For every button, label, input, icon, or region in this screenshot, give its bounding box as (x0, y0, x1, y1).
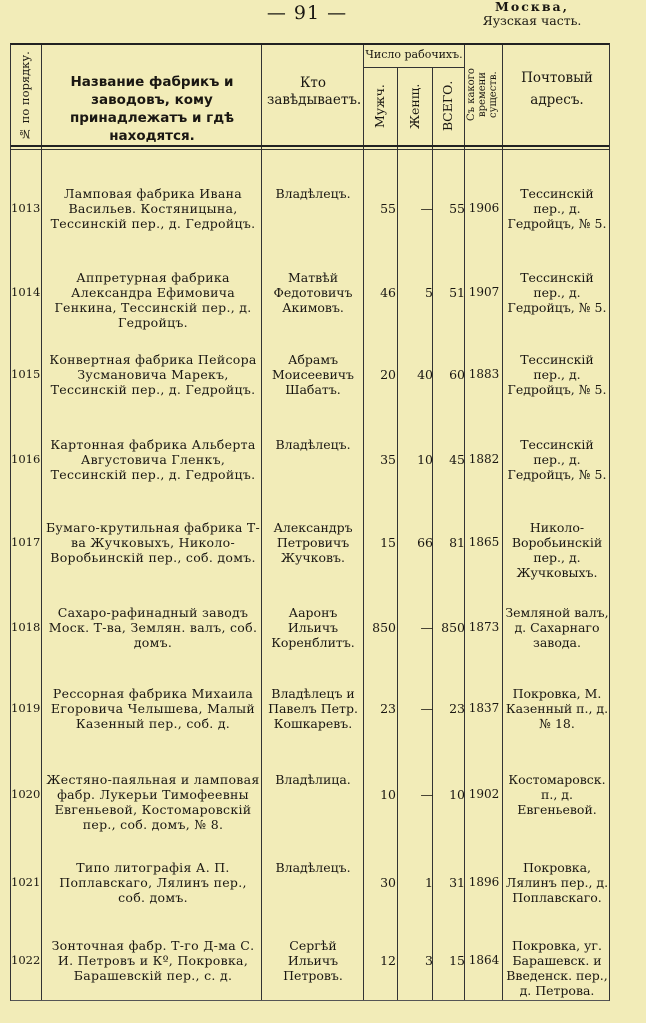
manager-name: Абрамъ Моисеевичъ Шабатъ. (271, 352, 355, 397)
men-count: 850 (372, 620, 396, 635)
manager-name: Владѣлецъ. (275, 860, 351, 875)
header-rule (11, 149, 609, 150)
factory-name: Зонточная фабр. Т-го Д-ма С. И. Петровъ и Кº, Покровка, Барашевскій пер., с. д. (51, 938, 255, 983)
total-count: 81 (449, 535, 465, 550)
total-count: 31 (449, 875, 465, 890)
manager-name: Матвѣй Федотовичъ Акимовъ. (273, 270, 353, 315)
column-rule (363, 45, 364, 1000)
postal-address: Земляной валъ, д. Сахарнаго завода. (505, 605, 609, 650)
postal-address: Покровка, уг. Барашевск. и Введенск. пер., д. Петрова. (506, 938, 608, 998)
factory-name: Конвертная фабрика Пейсора Зусмановича Марекъ, Тессинскій пер., д. Гедройцъ. (49, 352, 257, 397)
men-count: 30 (380, 875, 396, 890)
factory-table (10, 43, 610, 1001)
postal-address: Покровка, Лялинъ пер., д. Поплавскаго. (505, 860, 609, 905)
men-count: 20 (380, 367, 396, 382)
row-number: 1013 (11, 201, 41, 215)
manager-name: Владѣлецъ. (275, 186, 351, 201)
total-count: 60 (449, 367, 465, 382)
founded-year: 1873 (468, 620, 500, 634)
women-count: — (420, 620, 433, 635)
column-rule (397, 67, 398, 1000)
row-number: 1020 (11, 787, 41, 801)
column-rule (502, 45, 503, 1000)
manager-name: Владѣлецъ. (275, 437, 351, 452)
factory-name: Ламповая фабрика Ивана Васильев. Костяницына, Тессинскій пер., д. Гедройцъ. (50, 186, 256, 231)
district-name: Яузская часть. (482, 13, 582, 28)
men-count: 15 (380, 535, 396, 550)
header-name: Название фабрикъ и заводовъ, кому принадлежатъ и гдѣ находятся. (69, 74, 235, 144)
postal-address: Тессинскій пер., д. Гедройцъ, № 5. (507, 352, 607, 397)
city-name: Москва, (495, 0, 569, 14)
founded-year: 1907 (468, 285, 500, 299)
total-count: 45 (449, 452, 465, 467)
header-women: Женщ. (407, 83, 422, 129)
factory-name: Картонная фабрика Альберта Августовича Гленкъ, Тессинскій пер., д. Гедройцъ. (50, 437, 256, 482)
factory-name: Жестяно-паяльная и ламповая фабр. Лукерьи Тимофеевны Евгеньевой, Костомаровскій пер., соб. домъ, № 8. (46, 772, 260, 832)
men-count: 10 (380, 787, 396, 802)
header-men: Мужч. (372, 84, 387, 128)
factory-name: Рессорная фабрика Михаила Егоровича Челышева, Малый Казенный пер., соб. д. (50, 686, 256, 731)
row-number: 1022 (11, 953, 41, 967)
header-workers-group: Число рабочихъ. (365, 48, 463, 61)
factory-name: Бумаго-крутильная фабрика Т-ва Жучковыхъ, Николо-Воробьинскій пер., соб. домъ. (45, 520, 261, 565)
column-rule (261, 45, 262, 1000)
header-address: Почтовый адресъ. (521, 70, 593, 108)
founded-year: 1865 (468, 535, 500, 549)
postal-address: Тессинскій пер., д. Гедройцъ, № 5. (507, 437, 607, 482)
factory-name: Типо литографія А. П. Поплавскаго, Лялинъ пер., соб. домъ. (59, 860, 247, 905)
header-rule (363, 67, 464, 68)
manager-name: Владѣлецъ и Павелъ Петр. Кошкаревъ. (268, 686, 358, 731)
manager-name: Александръ Петровичъ Жучковъ. (273, 520, 353, 565)
women-count: 1 (425, 875, 433, 890)
header-year: Съ какого времени существ. (466, 68, 499, 122)
postal-address: Костомаровск. п., д. Евгеньевой. (508, 772, 606, 817)
total-count: 55 (449, 201, 465, 216)
total-count: 15 (449, 953, 465, 968)
column-rule (464, 45, 465, 1000)
total-count: 51 (449, 285, 465, 300)
row-number: 1017 (11, 535, 41, 549)
header-rule (11, 145, 609, 147)
women-count: 5 (425, 285, 433, 300)
row-number: 1016 (11, 452, 41, 466)
row-number: 1021 (11, 875, 41, 889)
founded-year: 1896 (468, 875, 500, 889)
page-number: — 91 — (266, 2, 348, 24)
postal-address: Покровка, М. Казенный п., д. № 18. (505, 686, 609, 731)
header-num: № по порядку. (18, 51, 32, 141)
factory-name: Аппретурная фабрика Александра Ефимовича Генкина, Тессинскій пер., д. Гедройцъ. (54, 270, 252, 330)
manager-name: Ааронъ Ильичъ Коренблитъ. (271, 605, 355, 650)
postal-address: Тессинскій пер., д. Гедройцъ, № 5. (507, 186, 607, 231)
men-count: 12 (380, 953, 396, 968)
row-number: 1018 (11, 620, 41, 634)
women-count: 3 (425, 953, 433, 968)
row-number: 1019 (11, 701, 41, 715)
manager-name: Сергѣй Ильичъ Петровъ. (283, 938, 343, 983)
women-count: — (420, 701, 433, 716)
founded-year: 1902 (468, 787, 500, 801)
postal-address: Тессинскій пер., д. Гедройцъ, № 5. (507, 270, 607, 315)
men-count: 23 (380, 701, 396, 716)
running-head (462, 0, 602, 28)
founded-year: 1883 (468, 367, 500, 381)
women-count: — (420, 201, 433, 216)
founded-year: 1882 (468, 452, 500, 466)
founded-year: 1837 (468, 701, 500, 715)
women-count: 66 (417, 535, 433, 550)
manager-name: Владѣлица. (275, 772, 351, 787)
founded-year: 1906 (468, 201, 500, 215)
header-total: ВСЕГО. (440, 80, 455, 132)
total-count: 23 (449, 701, 465, 716)
total-count: 10 (449, 787, 465, 802)
men-count: 46 (380, 285, 396, 300)
column-rule (41, 45, 42, 1000)
postal-address: Николо-Воробьинскій пер., д. Жучковыхъ. (511, 520, 603, 580)
men-count: 35 (380, 452, 396, 467)
founded-year: 1864 (468, 953, 500, 967)
row-number: 1014 (11, 285, 41, 299)
row-number: 1015 (11, 367, 41, 381)
women-count: — (420, 787, 433, 802)
women-count: 40 (417, 367, 433, 382)
factory-name: Сахаро-рафинадный заводъ Моск. Т-ва, Землян. валъ, соб. домъ. (48, 605, 258, 650)
men-count: 55 (380, 201, 396, 216)
header-manager: Кто завѣдываетъ. (267, 75, 362, 108)
total-count: 850 (441, 620, 465, 635)
women-count: 10 (417, 452, 433, 467)
